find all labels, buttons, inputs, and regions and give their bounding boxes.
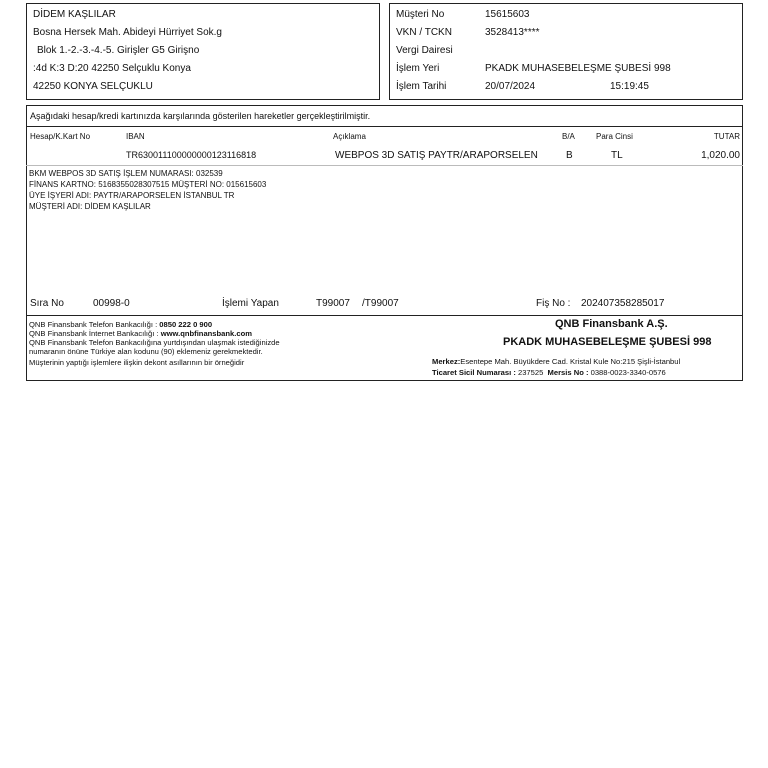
row-ba: B	[566, 150, 573, 161]
phone-banking-line	[29, 320, 212, 329]
row-aciklama: WEBPOS 3D SATIŞ PAYTR/ARAPORSELEN	[335, 150, 538, 161]
header-para-cinsi: Para Cinsi	[596, 132, 633, 141]
islemi-yapan-value-2: /T99007	[362, 298, 399, 309]
phone-banking-number: 0850 222 0 900	[159, 320, 213, 329]
row-tutar: 1,020.00	[701, 150, 740, 161]
intro-divider	[26, 126, 743, 127]
islem-saati-value: 15:19:45	[610, 81, 649, 92]
vkn-value: 3528413****	[485, 27, 540, 38]
fis-no-label: Fiş No :	[536, 298, 571, 309]
vkn-label: VKN / TCKN	[396, 27, 452, 38]
statement-intro: Aşağıdaki hesap/kredi kartınızda karşılarında gösterilen hareketler gerçekleştirilmiştir.	[30, 111, 371, 121]
bank-name: QNB Finansbank A.Ş.	[555, 318, 668, 330]
customer-address-line-1: Bosna Hersek Mah. Abideyi Hürriyet Sok.g	[33, 27, 222, 38]
islemi-yapan-label: İşlemi Yapan	[222, 298, 279, 309]
internet-banking-label: QNB Finansbank İnternet Bankacılığı :	[29, 329, 161, 338]
row-divider	[26, 165, 743, 166]
sicil-label: Ticaret Sicil Numarası :	[432, 368, 518, 377]
islemi-yapan-value: T99007	[316, 298, 350, 309]
internet-banking-url: www.qnbfinansbank.com	[160, 329, 252, 338]
islem-yeri-value: PKADK MUHASEBELEŞME ŞUBESİ 998	[485, 63, 671, 74]
footer-note-2: numaranın önüne Türkiye alan kodunu (90) eklemeniz gerekmektedir.	[29, 347, 263, 356]
internet-banking-line	[29, 329, 252, 338]
detail-line-2: FİNANS KARTNO: 5168355028307515 MÜŞTERİ NO: 015615603	[29, 180, 267, 189]
row-iban: TR630011100000000123116818	[126, 150, 257, 160]
header-tutar: TUTAR	[713, 132, 740, 141]
sicil-value: 237525	[517, 368, 544, 377]
footer-note-3: Müşterinin yaptığı işlemlere ilişkin dekont asıllarının bir örneğidir	[29, 358, 245, 367]
customer-address-line-2: Blok 1.-2.-3.-4.-5. Girişler G5 Girişno	[37, 45, 200, 56]
header-ba: B/A	[562, 132, 575, 141]
fis-no-value: 202407358285017	[581, 298, 665, 309]
header-iban: IBAN	[126, 132, 145, 141]
detail-line-4: MÜŞTERİ ADI: DİDEM KAŞLILAR	[29, 202, 151, 211]
header-aciklama: Açıklama	[333, 132, 366, 141]
header-kart-no: Hesap/K.Kart No	[30, 132, 91, 141]
mersis-label: Mersis No :	[547, 368, 591, 377]
merkez-label: Merkez:	[432, 357, 461, 366]
merkez-address: Esentepe Mah. Büyükdere Cad. Kristal Kule No:215 Şişli-İstanbul	[460, 357, 681, 366]
detail-line-3: ÜYE İŞYERİ ADI: PAYTR/ARAPORSELEN İSTANBUL TR	[29, 191, 235, 200]
branch-name: PKADK MUHASEBELEŞME ŞUBESİ 998	[503, 336, 712, 348]
musteri-no-value: 15615603	[485, 9, 530, 20]
merkez-line	[432, 357, 680, 366]
sicil-mersis-line	[432, 368, 666, 377]
phone-banking-label: QNB Finansbank Telefon Bankacılığı :	[29, 320, 160, 329]
customer-address-line-3: :4d K:3 D:20 42250 Selçuklu Konya	[33, 63, 191, 74]
vergi-dairesi-label: Vergi Dairesi	[396, 45, 453, 56]
mersis-value: 0388-0023-3340-0576	[590, 368, 666, 377]
detail-line-1: BKM WEBPOS 3D SATIŞ İŞLEM NUMARASI: 032539	[29, 169, 223, 178]
islem-yeri-label: İşlem Yeri	[396, 63, 440, 74]
islem-tarihi-value: 20/07/2024	[485, 81, 536, 92]
customer-name: DİDEM KAŞLILAR	[33, 9, 116, 20]
sira-no-label: Sıra No	[30, 298, 64, 309]
row-para-cinsi: TL	[611, 150, 623, 161]
footer-note-1: QNB Finansbank Telefon Bankacılığına yurtdışından ulaşmak istediğinizde	[29, 338, 280, 347]
sira-no-value: 00998-0	[93, 298, 130, 309]
musteri-no-label: Müşteri No	[396, 9, 445, 20]
customer-address-line-4: 42250 KONYA SELÇUKLU	[33, 81, 153, 92]
islem-tarihi-label: İşlem Tarihi	[396, 81, 447, 92]
